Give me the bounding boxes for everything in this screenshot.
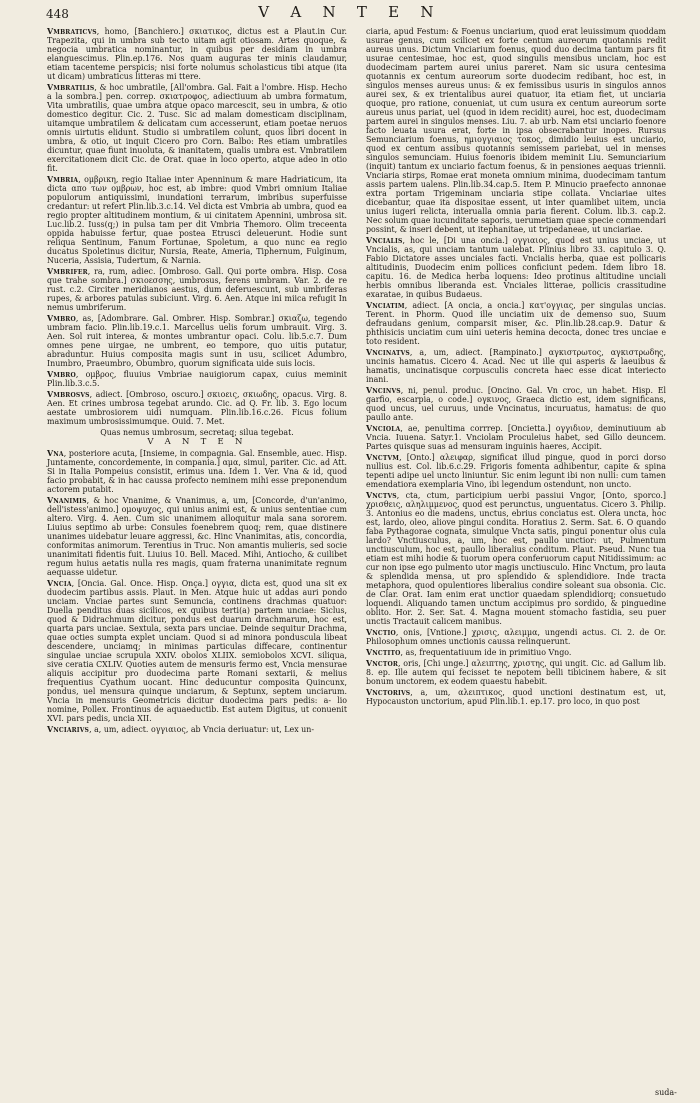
entry-text: as, frequentatiuum ide in primitiuo Vngo. <box>405 648 572 657</box>
dictionary-entry: Vnctito, as, frequentatiuum ide in primitiuo Vngo. <box>366 648 572 657</box>
entry-text: ni, penul. produc. [Oncino. Gal. Vn croc, un habet. Hisp. El garfio, escarpia, o code.] ογκινος, Graeca dictio est, idem significans, quod uncus, uel curuus, unde Vncinatus, incuruatus, hamatus: de quo paullo ante. <box>366 386 666 422</box>
dictionary-entry: Vncinvs, ni, penul. produc. [Oncino. Gal. Vn croc, un habet. Hisp. El garfio, escarpia, o code.] ογκινος, Graeca dictio est, idem significans, quod uncus, uel curuus, unde Vncinatus, incuruatus, hamatus: de quo paullo ante. <box>366 386 666 422</box>
catchword: suda- <box>655 1088 677 1097</box>
dictionary-entry: Vnanimis, & hoc Vnanime, & Vnanimus, a, um, [Concorde, d'un'animo, dell'istess'animo.] ομοψυχος, qui unius animi est, & unius sententiae cum altero. Virg. 4. Aen. Cum sic unanimem alloquitur mala sana sororem. Liuius septimo ab urbe: Consules foenebrem quoq; rem, quae distinere unanimes uidebatur leuare aggressi, &c. Hinc Vnanimitas, atis, concordia, conformitas animorum. Terentius in Truc. Non amantis mulieris, sed socie unanimitati fidentis fuit. Liuius 10. Bell. Maced. Mihi, Antiocho, & cuilibet regum huius aetatis nulla res magis, quam fraterna unanimitate regnum aequasse uidetur. <box>47 496 347 577</box>
dictionary-entry: Vnctorivs, a, um, αλειπτικος, quod unctioni destinatum est, ut, Hypocauston unctorium, apud Plin.lib.1. ep.17. pro loco, in quo post <box>366 688 666 706</box>
entry-text: posteriore acuta, [Insieme, in compagnia. Gal. Ensemble, auec. Hisp. Juntamente, concordemente, in compania.] αμα, simul, pariter. Cic. ad Att. Si in Italia Pompeius consistit, erimus una. Idem 1. Ver. Vna & id, quod facio probabit, & in hac caussa profecto neminem mihi esse preponendum actorem putabit. <box>47 449 347 494</box>
entry-text: a, um, adiect. ογγιαιος, ab Vncia deriuatur: ut, Lex un- <box>94 725 314 734</box>
entry-text: ciaria, apud Festum: & Foenus unciarium, quod erat leuissimum quoddam usurae genus, cum scilicet ex forte centum aureorum quotannis redit aureus unus. Dictum Vnciarium foenus, quod duo decima tantum pars fit usurae centesimae, hoc est, quod singulis mensibus unciam, hoc est duodecimam partem aurei unius pareret. Nam sic usura centesima quotannis ex centum aureorum sorte duodecim redibant, hoc est, in singulos menses aureus unus: & ex femissibus usuris in singulos annos aurei sex, & ex trientalibus aurei quatuor, ita etiam fiet, ut unciaria quoque, pro ratione, conueniat, ut cum usura ex centum aureorum sorte aureus unus pariat, uel (quod in idem recidit) aurei, hoc est, duodecimam partem aurei in singulos menses. Liu. 7. ab urb. Nam etsi unciario foenore facto leuata usura erat, forte in ipsa obsecrabantur inopes. Rursus Semunciarium foenus, ημιογγιαιος τοκος, dimidio leuius est unciario, quod ex centum assibus quotannis semissem pariebat, uel in menses singulos semunciam. Huius foenoris ibidem meminit Liu. Semunciarium (inquit) tantum ex unciario factum foenus, & in pensiones aequas triennii. Vnciaria stirps, Romae erat moneta omnium minima, duodecimam tantum assis partem ualens. Plin.lib.34.cap.5. Item P. Minucio praefecto annonae extra portam Trigeminam unciaria stipe collata. Vnciariae uites dicebantur, quae ita dispositae essent, ut inter quamlibet uitem, uncia unius iugeri relicta, interualla omnia paria fierent. Colum. lib.3. cap.2. Nec solum quae iucunditate saporis, uerumetiam quae specie commendari possint, & inseri debent, ut itephanitae, ut tripedaneae, ut unciariae. <box>366 27 666 234</box>
entry-headword: Vncinvs <box>366 386 401 395</box>
dictionary-entry: Vmbrifer, ra, rum, adiec. [Ombroso. Gall. Qui porte ombra. Hisp. Cosa que trahe sombra.] σκιοεσσης, umbrosus, ferens umbram. Var. 2. de re rust. c.2. Circiter meridianos aestus, dum deferuescunt, sub umbriferas rupes, & arbores patulas subiciunt. Virg. 6. Aen. Atque ini miica refugit In nemus umbriferum. <box>47 267 347 312</box>
entry-text: cta, ctum, participium uerbi passiui Vngor, [Onto, sporco.] χρισθεις, αληλιμμενος, quod est perunctus, unguentatus. Cicero 3. Philip. 3. Antonius eo die madens, unctus, ebrius conciatus est. Olera uncta, hoc est, lardo, oleo, aliove pingui condita. Horatius 2. Serm. Sat. 6. O quando faba Pythagorae cognata, simulque Vncta satis, pingui ponentur olus cula lardo? Vnctiusculus, a, um, hoc est, paullo unctior: ut, Pulmentum unctiusculum, hoc est, paullo liberalius conditum. Plaut. Pseud. Nunc tua etiam est mihi hodie & tuorum opera conferuorum caput Nitidissimum: ac cur non ipse ego pulmento utor magis unctiusculo. Hinc Vnctum, pro lauta & splendida mensa, ut pro splendido & splendidiore. Inde tracta metaphora, quod opulentiores liberalius condire soleant sua obsonia. Cic. de Clar. Orat. Iam enim erat unctior quaedam splendidiorq; consuetudo loquendi. Aliquando tamen unctum accipimus pro sordido, & pinguedine oblito. Hor. 2. Ser. Sat. 4. Magna mouent stomacho fastidia, seu puer unctis Tractauit calicem manibus. <box>366 491 666 626</box>
dictionary-entry: Vnciatim, adiect. [A oncia, a oncia.] κατ'ογγιας, per singulas uncias. Terent. in Phorm. Quod ille unciatim uix de demenso suo, Suum defraudans genium, comparsit miser, &c. Plin.lib.28.cap.9. Datur & phthisicis unciatim cum uini ueteris hemina decocta, donec tres unciae e toto resident. <box>366 301 666 346</box>
dictionary-entry: Vncialis, hoc le, [Di una oncia.] ογγιαιος, quod est unius unciae, ut Vncialis, as, qui unciam tantum ualebat. Plinius libro 33. capitulo 3. Q. Fabio Dictatore asses unciales facti. Vncialis herba, quae est pollicaris altitudinis, Duodecim enim pollices conficiunt pedem. Idem libro 18. capitu. 16. de Medica herba loquens: Ideo protinus altitudine unciali herbis omnibus liberanda est. Vnciales litterae, pollicis crassitudine exaratae, in quibus Budaeus. <box>366 236 666 299</box>
dictionary-entry <box>366 27 666 234</box>
entry-text: onis, [Vntione.] χρισις, αλειμμα, ungendi actus. Ci. 2. de Or. Philosophum omnes unctionis caussa relinquerunt. <box>366 628 666 646</box>
entry-text: hoc le, [Di una oncia.] ογγιαιος, quod est unius unciae, ut Vncialis, as, qui unciam tantum ualebat. Plinius libro 33. capitulo 3. Q. Fabio Dictatore asses unciales facti. Vncialis herba, quae est pollicaris altitudinis, Duodecim enim pollices conficiunt pedem. Idem libro 18. capitu. 16. de Medica herba loquens: Ideo protinus altitudine unciali herbis omnibus liberanda est. Vnciales litterae, pollicis crassitudine exaratae, in quibus Budaeus. <box>366 236 666 299</box>
dictionary-entry: Vmbria, ομβρικη, regio Italiae inter Apenninum & mare Hadriaticum, ita dicta απο των ομβρων, hoc est, ab imbre: quod Vmbri omnium Italiae populorum antiquissimi, inundationi terrarum, imbribus superfuisse credantur: ut refert Plin.lib.3.c.14. Vel dicta est Vmbria ab umbra, quod ea regio propter altitudinem montium, & ui cinitatem Apennini, umbrosa sit. Luc.lib.2. Iuss(q;) in pulsa tam per dit Vmbria Themoro. Olim treceenta oppida habuisse fertur, quae postea Etrusci deleuerunt. Hodie sunt reliqua Sentinum, Fanum Fortunae, Spoletum, a quo nunc ea regio ducatus Spoletinus dicitur, Nursia, Reate, Ameria, Tiphernum, Fulginum, Nuceria, Assisia, Tudertum, & Narnia. <box>47 175 347 265</box>
dictionary-entry: Vnciarivs, a, um, adiect. ογγιαιος, ab Vncia deriuatur: ut, Lex un- <box>47 725 314 734</box>
dictionary-entry: Vmbraticvs, homo, [Banchiero.] σκιατικος, dictus est a Plaut.in Cur. Trapezita, qui in umbra sub tecto uitam agit otiosam. Artes quoque, & negocia umbratica nominantur, in quibus per desidiam in umbra elanguescimus. Plin.ep.176. Nos quam auguras ter minis claudamur, etiam tacenteme perspicis; nisi forte nolumus scholasticus tibi atque (ita ut dicam) umbraticus litteras mi ttere. <box>47 27 347 81</box>
dictionary-entry: Vnctvs, cta, ctum, participium uerbi passiui Vngor, [Onto, sporco.] χρισθεις, αληλιμμενος, quod est perunctus, unguentatus. Cicero 3. Philip. 3. Antonius eo die madens, unctus, ebrius conciatus est. Olera uncta, hoc est, lardo, oleo, aliove pingui condita. Horatius 2. Serm. Sat. 6. O quando faba Pythagorae cognata, simulque Vncta satis, pingui ponentur olus cula lardo? Vnctiusculus, a, um, hoc est, paullo unctior: ut, Pulmentum unctiusculum, hoc est, paullo liberalius conditum. Plaut. Pseud. Nunc tua etiam est mihi hodie & tuorum opera conferuorum caput Nitidissimum: ac cur non ipse ego pulmento utor magis unctiusculo. Hinc Vnctum, pro lauta & splendida mensa, ut pro splendido & splendidiore. Inde tracta metaphora, quod opulentiores liberalius condire soleant sua obsonia. Cic. de Clar. Orat. Iam enim erat unctior quaedam splendidiorq; consuetudo loquendi. Aliquando tamen unctum accipimus pro sordido, & pinguedine oblito. Hor. 2. Ser. Sat. 4. Magna mouent stomacho fastidia, seu puer unctis Tractauit calicem manibus. <box>366 491 666 626</box>
entry-headword: Vnctito <box>366 648 401 657</box>
dictionary-entry: Vnctvm, [Onto.] αλειφαρ, significat illud pingue, quod in porci dorso nullius est. Col. lib.6.c.29. Frigoris fomenta adhibentur, capite & spina tepenti adipe uel uncto liniuntur. Sic enim legunt ibi non nulli: cum tamen emendatiora exemplaria Vino, ibi legendum ostendunt, non uncto. <box>366 453 666 489</box>
dictionary-entry: Vnctio, onis, [Vntione.] χρισις, αλειμμα, ungendi actus. Ci. 2. de Or. Philosophum omnes unctionis caussa relinquerunt. <box>366 628 666 646</box>
dictionary-entry <box>47 428 347 437</box>
right-column <box>366 27 666 708</box>
section-heading: V A N T E N <box>147 437 247 447</box>
entry-text: Quas nemus umbrosum, secretaq; silua tegebat. <box>100 428 294 437</box>
entry-headword: Vncia <box>47 579 72 588</box>
left-column <box>47 27 347 736</box>
entry-text: & hoc umbratile, [All'ombra. Gal. Fait a l'ombre. Hisp. Hecho a la sombra.] pen. correp. σκιατροφος, adiectiuum ab umbra formatum, Vita umbratilis, quae umbra atque opaco marcescit, seu in umbra, & otio domestico degitur. Cic. 2. Tusc. Sic ad malam domesticam disciplinam, uitamque umbratilem & delicatam cum accesserunt, etiam poetae neruos omnis uirtutis elidunt. Studio si umbratilem colunt, quos libri docent in umbra, & otio, ut inquit Cicero pro Corn. Balbo: Res etiam umbratiles dicuntur, quae fiunt inuoluta, & inanitatem, qualis umbra est. Vmbratilem exercitationem dicit Cic. de Orat. quae in loco operto, atque adeo in otio fit. <box>47 83 347 173</box>
entry-headword: Vmbro <box>47 314 76 323</box>
page-number: 448 <box>46 7 69 21</box>
entry-headword: Vmbria <box>47 175 79 184</box>
entry-headword: Vnciola <box>366 424 401 433</box>
entry-text: a, um, adiect. [Rampinato.] αγκιστρωτος, αγκιστρωδης, uncinis hamatus. Cicero 4. Acad. Nec ut ille qui asperis & laeuibus & hamatis, uncinatisque corpusculis concreta haec esse dicat interiecto inani. <box>366 348 666 384</box>
dictionary-entry: Vmbratilis, & hoc umbratile, [All'ombra. Gal. Fait a l'ombre. Hisp. Hecho a la sombra.] pen. correp. σκιατροφος, adiectiuum ab umbra formatum, Vita umbratilis, quae umbra atque opaco marcescit, seu in umbra, & otio domestico degitur. Cic. 2. Tusc. Sic ad malam domesticam disciplinam, uitamque umbratilem & delicatam cum accesserunt, etiam poetae neruos omnis uirtutis elidunt. Studio si umbratilem colunt, quos libri docent in umbra, & otio, ut inquit Cicero pro Corn. Balbo: Res etiam umbratiles dicuntur, quae fiunt inuoluta, & inanitatem, qualis umbra est. Vmbratilem exercitationem dicit Cic. de Orat. quae in loco operto, atque adeo in otio fit. <box>47 83 347 173</box>
entry-text: ra, rum, adiec. [Ombroso. Gall. Qui porte ombra. Hisp. Cosa que trahe sombra.] σκιοεσσης, umbrosus, ferens umbram. Var. 2. de re rust. c.2. Circiter meridianos aestus, dum deferuescunt, sub umbriferas rupes, & arbores patulas subiciunt. Virg. 6. Aen. Atque ini miica refugit In nemus umbriferum. <box>47 267 347 312</box>
entry-text: as, [Adombrare. Gal. Ombrer. Hisp. Sombrar.] σκιαζω, tegendo umbram facio. Plin.lib.19.c.1. Marcellus uelis forum umbrauit. Virg. 3. Aen. Sol ruit interea, & montes umbrantur opaci. Colu. lib.5.c.7. Dum omnes pene uirgae, ne umbrent, eo tempore, quo uitis putatur, abraduntur. Huius composita magis sunt in usu, scilicet Adumbro, Inumbro, Praeumbro, Obumbro, quorum significata uide suis locis. <box>47 314 347 368</box>
entry-text: [Oncia. Gal. Once. Hisp. Onça.] ογγια, dicta est, quod una sit ex duodecim partibus assis. Plaut. in Men. Atque huic ut addas auri pondo unciam. Vnciae partes sunt Semuncia, continens drachmas quatuor: Duella penditus duas sicilicos, ex quibus terti(a) partem unciae: Siclus, quod & Didrachmum dicitur, pondus est duarum drachmarum, hoc est, quarta pars unciae. Sextula, sexta pars unciae. Deinde sequitur Drachma, quae octies sumpta explet unciam. Quod si ad minora ponduscula libeat descendere, unciamq; in minimas particulas diffecare, continentur singulae unciae scrupula XXIV. obolos XLIIX. semiobolos XCVI. siliqua, sive ceratia CXLIV. Quoties autem de mensuris fermo est, Vncia mensurae aliquis accipitur pro duodecima parte Romani sextarii, & melius frequentius Cyathum uocant. Hinc deducuntur composita Quincunx, pondus, uel mensura quinque unciarum, & Septunx, septem unciarum. Vncia in mensuris Geometricis dicitur duodecima pars pedis: a- lio nomine, Pollex. Frontinus de aquaeductib. Est autem Digitus, ut conuenit XVI. pars pedis, uncia XII. <box>47 579 347 723</box>
entry-headword: Vnanimis <box>47 496 87 505</box>
entry-headword: Vnctorivs <box>366 688 411 697</box>
dictionary-entry: Vnctor, oris, [Chi unge.] αλειπτης, χριστης, qui ungit. Cic. ad Gallum lib. 8. ep. Ille autem qui fecisset te nepotem belli tibicinem habere, & sit bonum unctorem, ex eodem quaestu habebit. <box>366 659 666 686</box>
entry-text: [Onto.] αλειφαρ, significat illud pingue, quod in porci dorso nullius est. Col. lib.6.c.29. Frigoris fomenta adhibentur, capite & spina tepenti adipe uel uncto liniuntur. Sic enim legunt ibi non nulli: cum tamen emendatiora exemplaria Vino, ibi legendum ostendunt, non uncto. <box>366 453 666 489</box>
entry-text: a, um, αλειπτικος, quod unctioni destinatum est, ut, Hypocauston unctorium, apud Plin.lib.1. ep.17. pro loco, in quo post <box>366 688 666 706</box>
dictionary-entry: Vmbro, ομβρος, fluuius Vmbriae nauigiorum capax, cuius meminit Plin.lib.3.c.5. <box>47 370 347 388</box>
dictionary-entry: Vna, posteriore acuta, [Insieme, in compagnia. Gal. Ensemble, auec. Hisp. Juntamente, concordemente, in compania.] αμα, simul, pariter. Cic. ad Att. Si in Italia Pompeius consistit, erimus una. Idem 1. Ver. Vna & id, quod facio probabit, & in hac caussa profecto neminem mihi esse preponendum actorem putabit. <box>47 449 347 494</box>
dictionary-entry: Vmbrosvs, adiect. [Ombroso, oscuro.] σκιοεις, σκιωδης, opacus. Virg. 8. Aen. Et crines umbrosa tegebat arundo. Cic. ad Q. Fr. lib. 3. Ego locum aestate umbrosiorem uidi numquam. Plin.lib.16.c.26. Ficus folium maximum umbrosissimumque. Ouid. 7. Met. <box>47 390 347 426</box>
entry-headword: Vmbrosvs <box>47 390 90 399</box>
entry-text: ae, penultima corrrep. [Oncietta.] ογγιδιον, deminutiuum ab Vncia. Iuuena. Satyr.1. Vnciolam Proculeius habet, sed Gillo deuncem. Partes quisque suas ad mensuram inguinis haeres, Accipit. <box>366 424 666 451</box>
running-head: V A N T E N <box>258 3 442 21</box>
entry-headword: Vnctio <box>366 628 396 637</box>
dictionary-entry: Vncinatvs, a, um, adiect. [Rampinato.] αγκιστρωτος, αγκιστρωδης, uncinis hamatus. Cicero 4. Acad. Nec ut ille qui asperis & laeuibus & hamatis, uncinatisque corpusculis concreta haec esse dicat interiecto inani. <box>366 348 666 384</box>
entry-text: ομβρος, fluuius Vmbriae nauigiorum capax, cuius meminit Plin.lib.3.c.5. <box>47 370 347 388</box>
entry-headword: Vnciarivs <box>47 725 90 734</box>
entry-headword: Vmbratilis <box>47 83 95 92</box>
entry-headword: Vmbrifer <box>47 267 88 276</box>
entry-headword: Vnctvm <box>366 453 400 462</box>
dictionary-entry: Vmbro, as, [Adombrare. Gal. Ombrer. Hisp. Sombrar.] σκιαζω, tegendo umbram facio. Plin.lib.19.c.1. Marcellus uelis forum umbrauit. Virg. 3. Aen. Sol ruit interea, & montes umbrantur opaci. Colu. lib.5.c.7. Dum omnes pene uirgae, ne umbrent, eo tempore, quo uitis putatur, abraduntur. Huius composita magis sunt in usu, scilicet Adumbro, Inumbro, Praeumbro, Obumbro, quorum significata uide suis locis. <box>47 314 347 368</box>
entry-headword: Vmbro <box>47 370 76 379</box>
entry-headword: Vna <box>47 449 64 458</box>
entry-text: & hoc Vnanime, & Vnanimus, a, um, [Concorde, d'un'animo, dell'istess'animo.] ομοψυχος, qui unius animi est, & unius sententiae cum altero. Virg. 4. Aen. Cum sic unanimem alloquitur mala sana sororem. Liuius septimo ab urbe: Consules foenebrem quoq; rem, quae distinere unanimes uidebatur leuare aggressi, &c. Hinc Vnanimitas, atis, concordia, conformitas animorum. Terentius in Truc. Non amantis mulieris, sed socie unanimitati fidentis fuit. Liuius 10. Bell. Maced. Mihi, Antiocho, & cuilibet regum huius aetatis nulla res magis, quam fraterna unanimitate regnum aequasse uidetur. <box>47 496 347 577</box>
entry-text: oris, [Chi unge.] αλειπτης, χριστης, qui ungit. Cic. ad Gallum lib. 8. ep. Ille autem qui fecisset te nepotem belli tibicinem habere, & sit bonum unctorem, ex eodem quaestu habebit. <box>366 659 666 686</box>
entry-headword: Vmbraticvs <box>47 27 97 36</box>
entry-headword: Vncialis <box>366 236 403 245</box>
entry-headword: Vncinatvs <box>366 348 410 357</box>
entry-headword: Vnciatim <box>366 301 405 310</box>
entry-text: adiect. [A oncia, a oncia.] κατ'ογγιας, per singulas uncias. Terent. in Phorm. Quod ille unciatim uix de demenso suo, Suum defraudans genium, comparsit miser, &c. Plin.lib.28.cap.9. Datur & phthisicis unciatim cum uini ueteris hemina decocta, donec tres unciae e toto resident. <box>366 301 666 346</box>
entry-headword: Vnctvs <box>366 491 397 500</box>
dictionary-entry: Vnciola, ae, penultima corrrep. [Oncietta.] ογγιδιον, deminutiuum ab Vncia. Iuuena. Satyr.1. Vnciolam Proculeius habet, sed Gillo deuncem. Partes quisque suas ad mensuram inguinis haeres, Accipit. <box>366 424 666 451</box>
entry-text: adiect. [Ombroso, oscuro.] σκιοεις, σκιωδης, opacus. Virg. 8. Aen. Et crines umbrosa tegebat arundo. Cic. ad Q. Fr. lib. 3. Ego locum aestate umbrosiorem uidi numquam. Plin.lib.16.c.26. Ficus folium maximum umbrosissimumque. Ouid. 7. Met. <box>47 390 347 426</box>
entry-text: ομβρικη, regio Italiae inter Apenninum & mare Hadriaticum, ita dicta απο των ομβρων, hoc est, ab imbre: quod Vmbri omnium Italiae populorum antiquissimi, inundationi terrarum, imbribus superfuisse credantur: ut refert Plin.lib.3.c.14. Vel dicta est Vmbria ab umbra, quod ea regio propter altitudinem montium, & ui cinitatem Apennini, umbrosa sit. Luc.lib.2. Iuss(q;) in pulsa tam per dit Vmbria Themoro. Olim treceenta oppida habuisse fertur, quae postea Etrusci deleuerunt. Hodie sunt reliqua Sentinum, Fanum Fortunae, Spoletum, a quo nunc ea regio ducatus Spoletinus dicitur, Nursia, Reate, Ameria, Tiphernum, Fulginum, Nuceria, Assisia, Tudertum, & Narnia. <box>47 175 347 265</box>
dictionary-entry: Vncia, [Oncia. Gal. Once. Hisp. Onça.] ογγια, dicta est, quod una sit ex duodecim partibus assis. Plaut. in Men. Atque huic ut addas auri pondo unciam. Vnciae partes sunt Semuncia, continens drachmas quatuor: Duella penditus duas sicilicos, ex quibus terti(a) partem unciae: Siclus, quod & Didrachmum dicitur, pondus est duarum drachmarum, hoc est, quarta pars unciae. Sextula, sexta pars unciae. Deinde sequitur Drachma, quae octies sumpta explet unciam. Quod si ad minora ponduscula libeat descendere, unciamq; in minimas particulas diffecare, continentur singulae unciae scrupula XXIV. obolos XLIIX. semiobolos XCVI. siliqua, sive ceratia CXLIV. Quoties autem de mensuris fermo est, Vncia mensurae aliquis accipitur pro duodecima parte Romani sextarii, & melius frequentius Cyathum uocant. Hinc deducuntur composita Quincunx, pondus, uel mensura quinque unciarum, & Septunx, septem unciarum. Vncia in mensuris Geometricis dicitur duodecima pars pedis: a- lio nomine, Pollex. Frontinus de aquaeductib. Est autem Digitus, ut conuenit XVI. pars pedis, uncia XII. <box>47 579 347 723</box>
entry-text: homo, [Banchiero.] σκιατικος, dictus est a Plaut.in Cur. Trapezita, qui in umbra sub tecto uitam agit otiosam. Artes quoque, & negocia umbratica nominantur, in quibus per desidiam in umbra elanguescimus. Plin.ep.176. Nos quam auguras ter minis claudamur, etiam tacenteme perspicis; nisi forte nolumus scholasticus tibi atque (ita ut dicam) umbraticus litteras mi ttere. <box>47 27 347 81</box>
entry-headword: Vnctor <box>366 659 399 668</box>
